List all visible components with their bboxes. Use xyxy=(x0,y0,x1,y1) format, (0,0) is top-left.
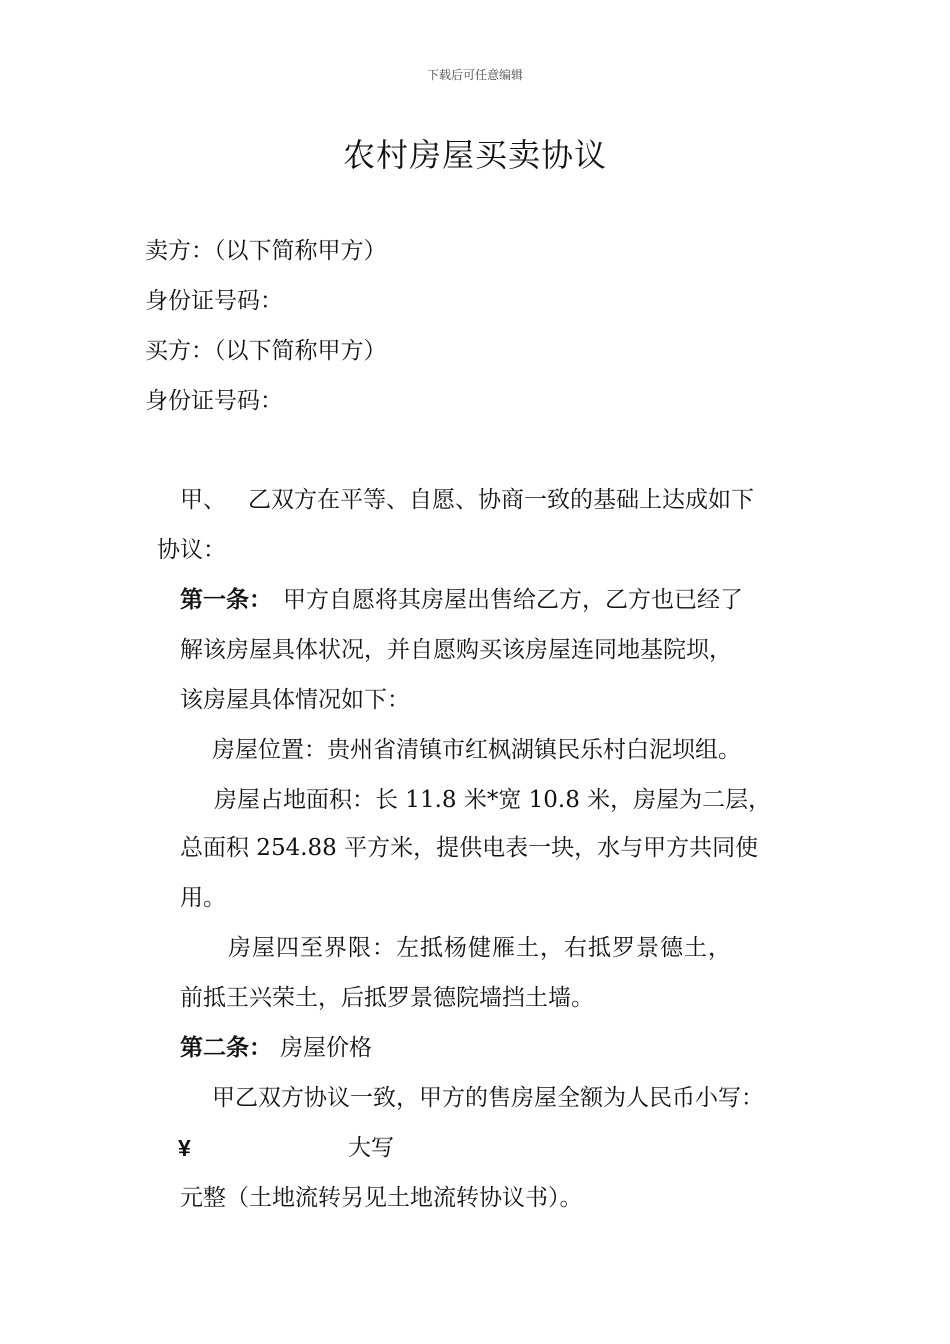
intro-line2: 协议： xyxy=(157,537,226,563)
seller-id-label: 身份证号码： xyxy=(145,288,283,314)
article1-area-line2: 总面积 254.88 平方米，提供电表一块，水与甲方共同使 xyxy=(180,835,759,861)
article1-line2: 解该房屋具体状况，并自愿购买该房屋连同地基院坝， xyxy=(180,637,732,663)
article1-line3: 该房屋具体情况如下： xyxy=(180,687,410,713)
article2-heading: 第二条： xyxy=(180,1034,272,1061)
header-note: 下载后可任意编辑 xyxy=(426,68,523,82)
article1-area-line1: 房屋占地面积：长 11.8 米*宽 10.8 米，房屋为二层， xyxy=(214,787,772,813)
article1-bounds-line2: 前抵王兴荣土，后抵罗景德院墙挡土墙。 xyxy=(180,985,594,1011)
article2-line1: 甲乙双方协议一致，甲方的售房屋全额为人民币小写： xyxy=(212,1085,764,1111)
article1-location: 房屋位置：贵州省清镇市红枫湖镇民乐村白泥坝组。 xyxy=(212,737,741,763)
intro-line1-a: 甲、 xyxy=(180,487,226,513)
buyer-id-label: 身份证号码： xyxy=(145,388,283,414)
article2-heading-text: 房屋价格 xyxy=(280,1035,372,1061)
buyer-label: 买方：（以下简称甲方） xyxy=(145,338,387,364)
intro-line1-b: 乙双方在平等、自愿、协商一致的基础上达成如下 xyxy=(248,487,754,513)
article1-bounds-line1: 房屋四至界限：左抵杨健雁土，右抵罗景德土， xyxy=(228,935,732,961)
article2-line3: 元整（土地流转另见土地流转协议书）。 xyxy=(180,1185,583,1211)
article1-area-line3: 用。 xyxy=(180,885,226,911)
yen-symbol: ¥ xyxy=(178,1135,191,1161)
page-title: 农村房屋买卖协议 xyxy=(342,136,607,174)
seller-label: 卖方：（以下简称甲方） xyxy=(145,238,387,264)
article1-heading: 第一条： xyxy=(180,586,272,613)
article1-line1: 甲方自愿将其房屋出售给乙方，乙方也已经了 xyxy=(283,587,743,613)
daxie-label: 大写 xyxy=(348,1135,394,1161)
